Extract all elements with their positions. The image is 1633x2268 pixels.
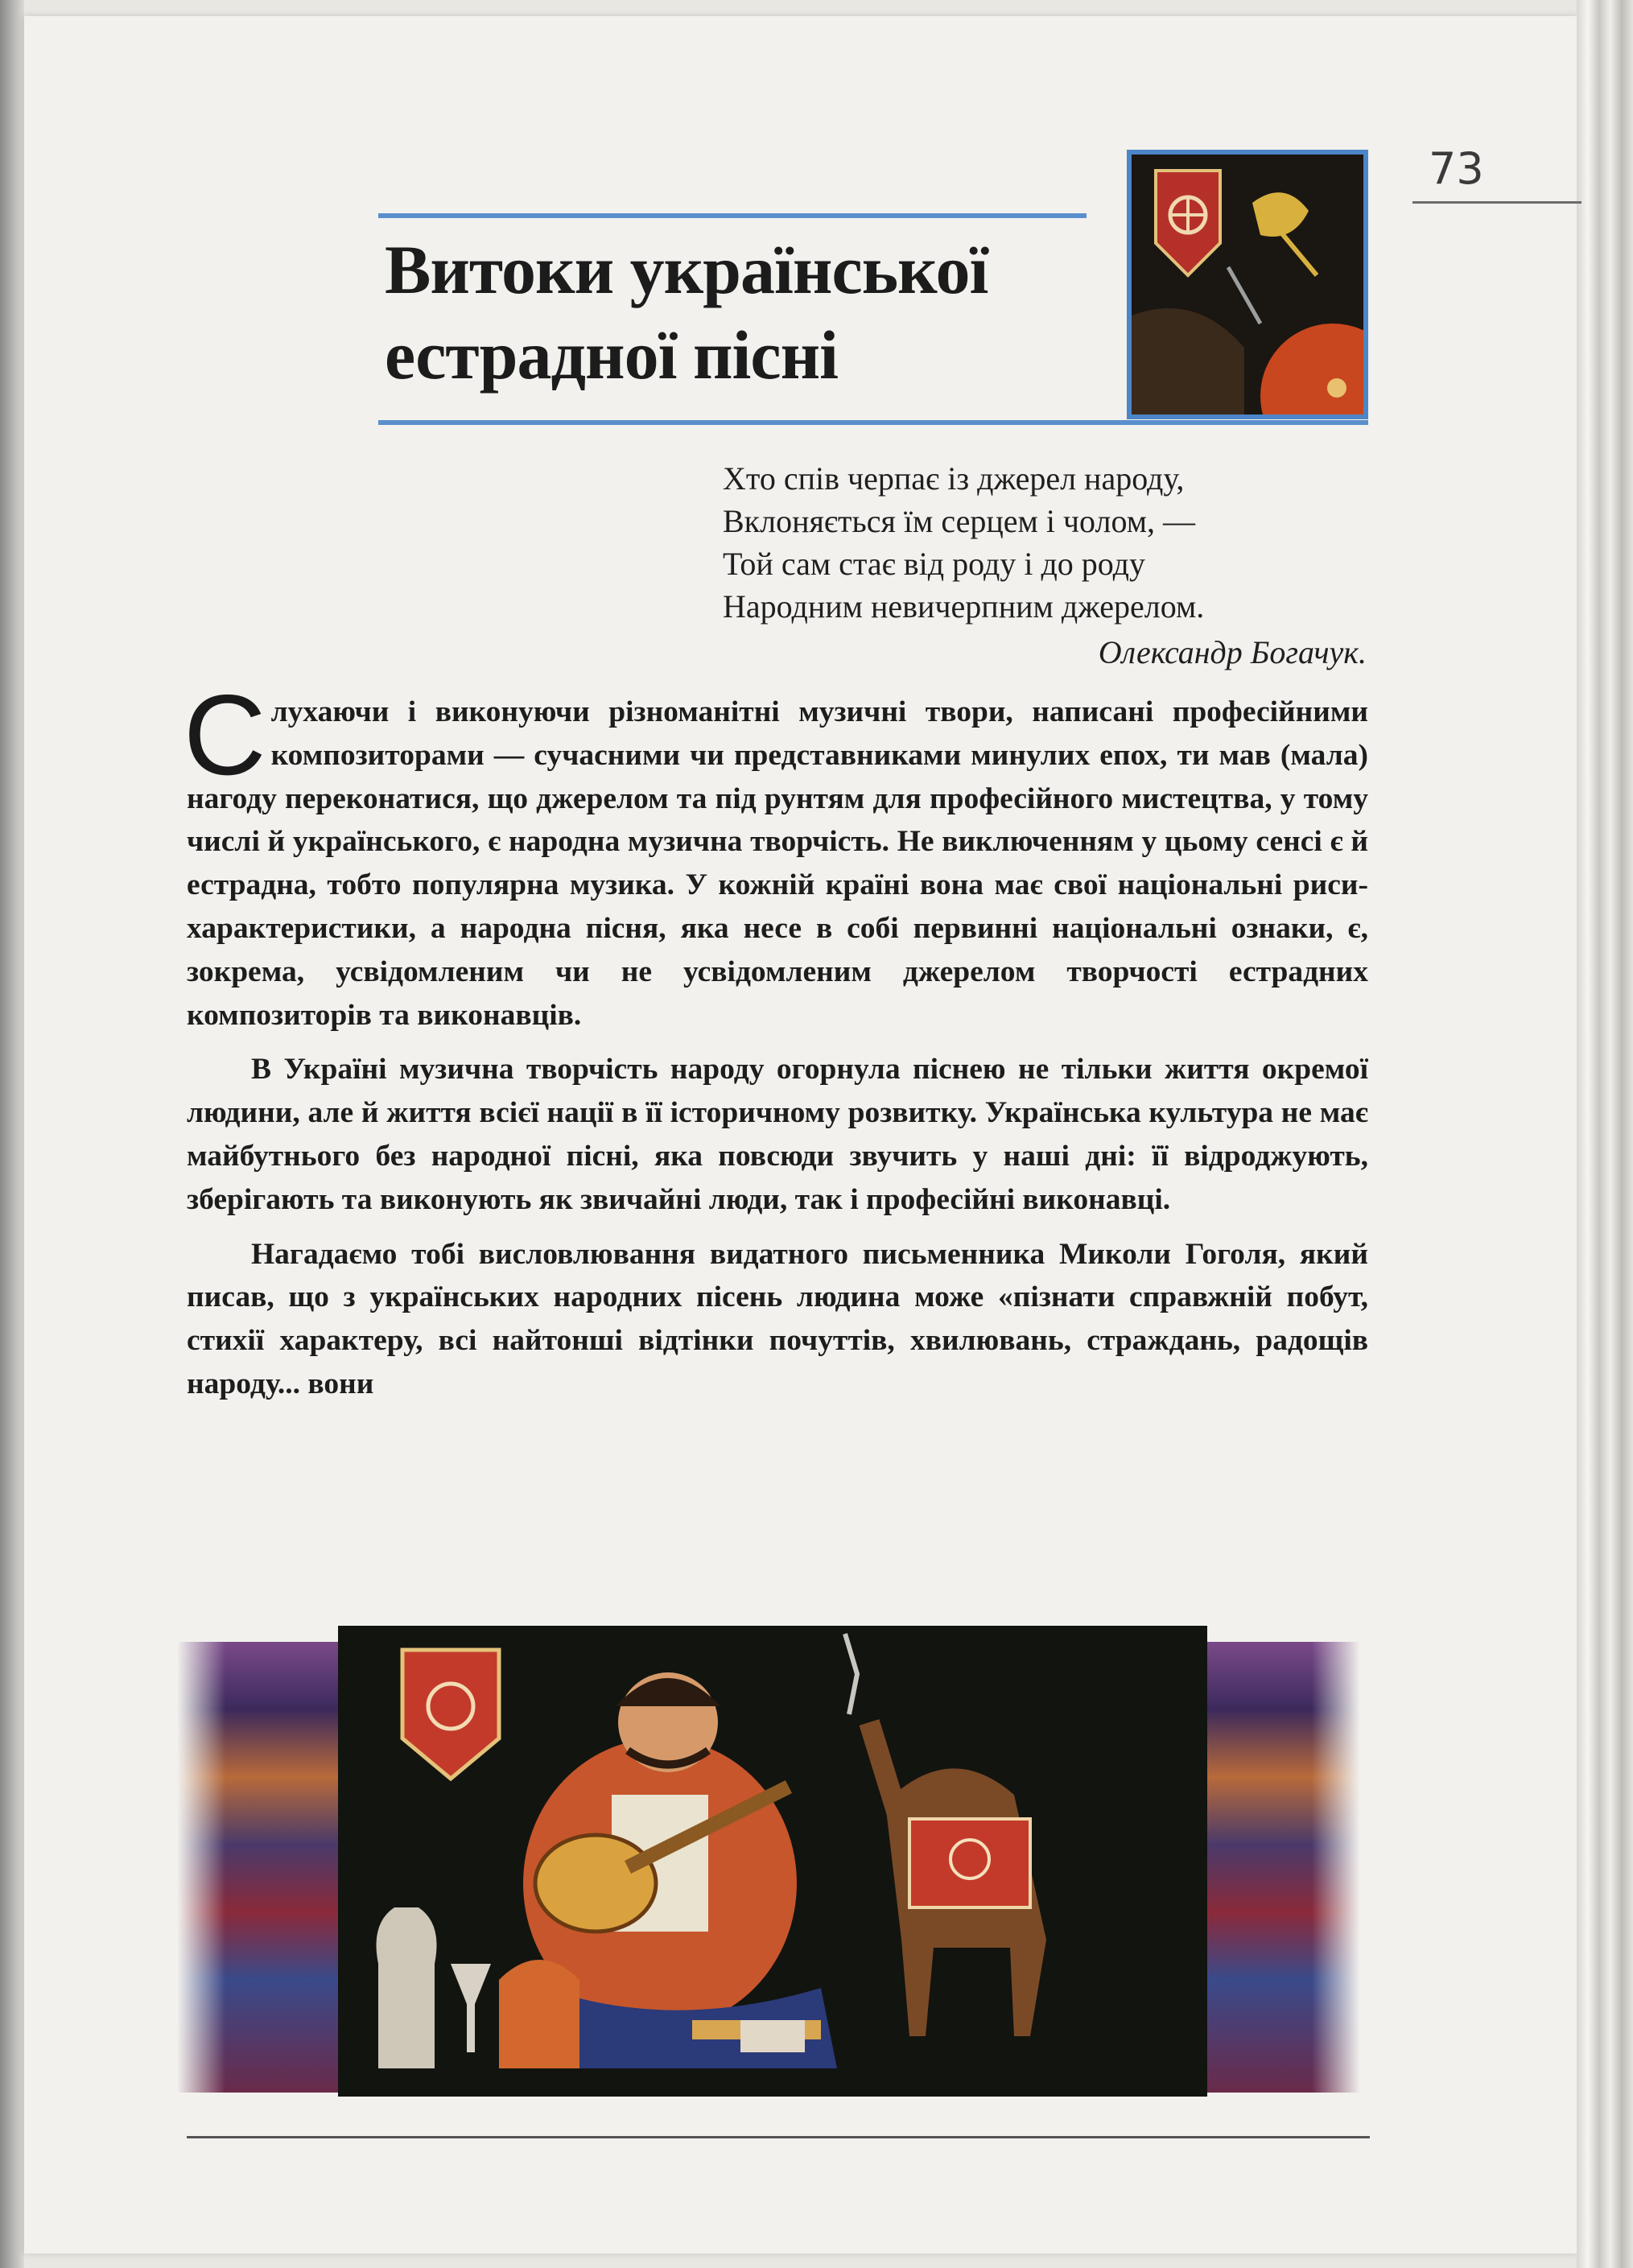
book-spine-shadow — [0, 0, 24, 2268]
title-rule-bottom — [378, 420, 1368, 425]
paragraph-1 — [184, 671, 1368, 1037]
paragraph-1-text: лухаючи і виконуючи різноманітні музичні твори, написані професійними композиторами — сучасними чи представниками минулих епох, ти мав (мала) нагоду переконатися, що джерелом та під рунтям для професійного мистецтва, у тому числі й українського, є народна музична творчість. Не виключенням у цьому сенсі є й естрадна, тобто популярна музика. У кожній країні вона має свої національні риси-характеристики, а народна пісня, яка несе в собі первинні національні ознаки, є, зокрема, усвідомленим чи не усвідомленим джерелом творчості естрадних композиторів та виконавців. — [187, 695, 1368, 1032]
thumbnail-painting-icon — [1127, 150, 1368, 419]
title-line-2: естрадної пісні — [385, 316, 839, 394]
page-title — [385, 227, 1109, 398]
body-text — [184, 671, 1368, 1417]
page-number-rule — [1412, 201, 1581, 204]
paragraph-2: В Україні музична творчість народу огорнула піснею не тільки життя окремої людини, але й життя всієї нації в її історичному розвитку. Українська культура не має майбутнього без народної пісні, яка повсюди звучить у наші дні: її відроджують, зберігають та виконують як звичайні люди, так і професійні виконавці. — [187, 1053, 1368, 1216]
dropcap: С — [184, 671, 266, 799]
title-line-1: Витоки української — [385, 231, 988, 308]
page-number: 73 — [1429, 143, 1484, 194]
bottom-rule — [187, 2136, 1370, 2138]
epigraph — [723, 457, 1367, 674]
epigraph-author: Олександр Богачук. — [1098, 634, 1367, 670]
title-rule-top — [378, 213, 1087, 218]
epigraph-line-2: Вклоняється їм серцем і чолом, — — [723, 503, 1196, 539]
epigraph-line-4: Народним невичерпним джерелом. — [723, 588, 1205, 625]
epigraph-line-3: Той сам стає від роду і до роду — [723, 546, 1145, 582]
main-painting-icon — [177, 1618, 1360, 2101]
paragraph-3: Нагадаємо тобі висловлювання видатного письменника Миколи Гоголя, який писав, що з українських народних пісень людина може «пізнати справжній побут, стихії характеру, всі найтонші відтінки почуттів, хвилювань, страждань, радощів народу... вони — [187, 1237, 1368, 1400]
epigraph-line-1: Хто спів черпає із джерел народу, — [723, 460, 1185, 497]
page-edges — [1577, 0, 1633, 2268]
